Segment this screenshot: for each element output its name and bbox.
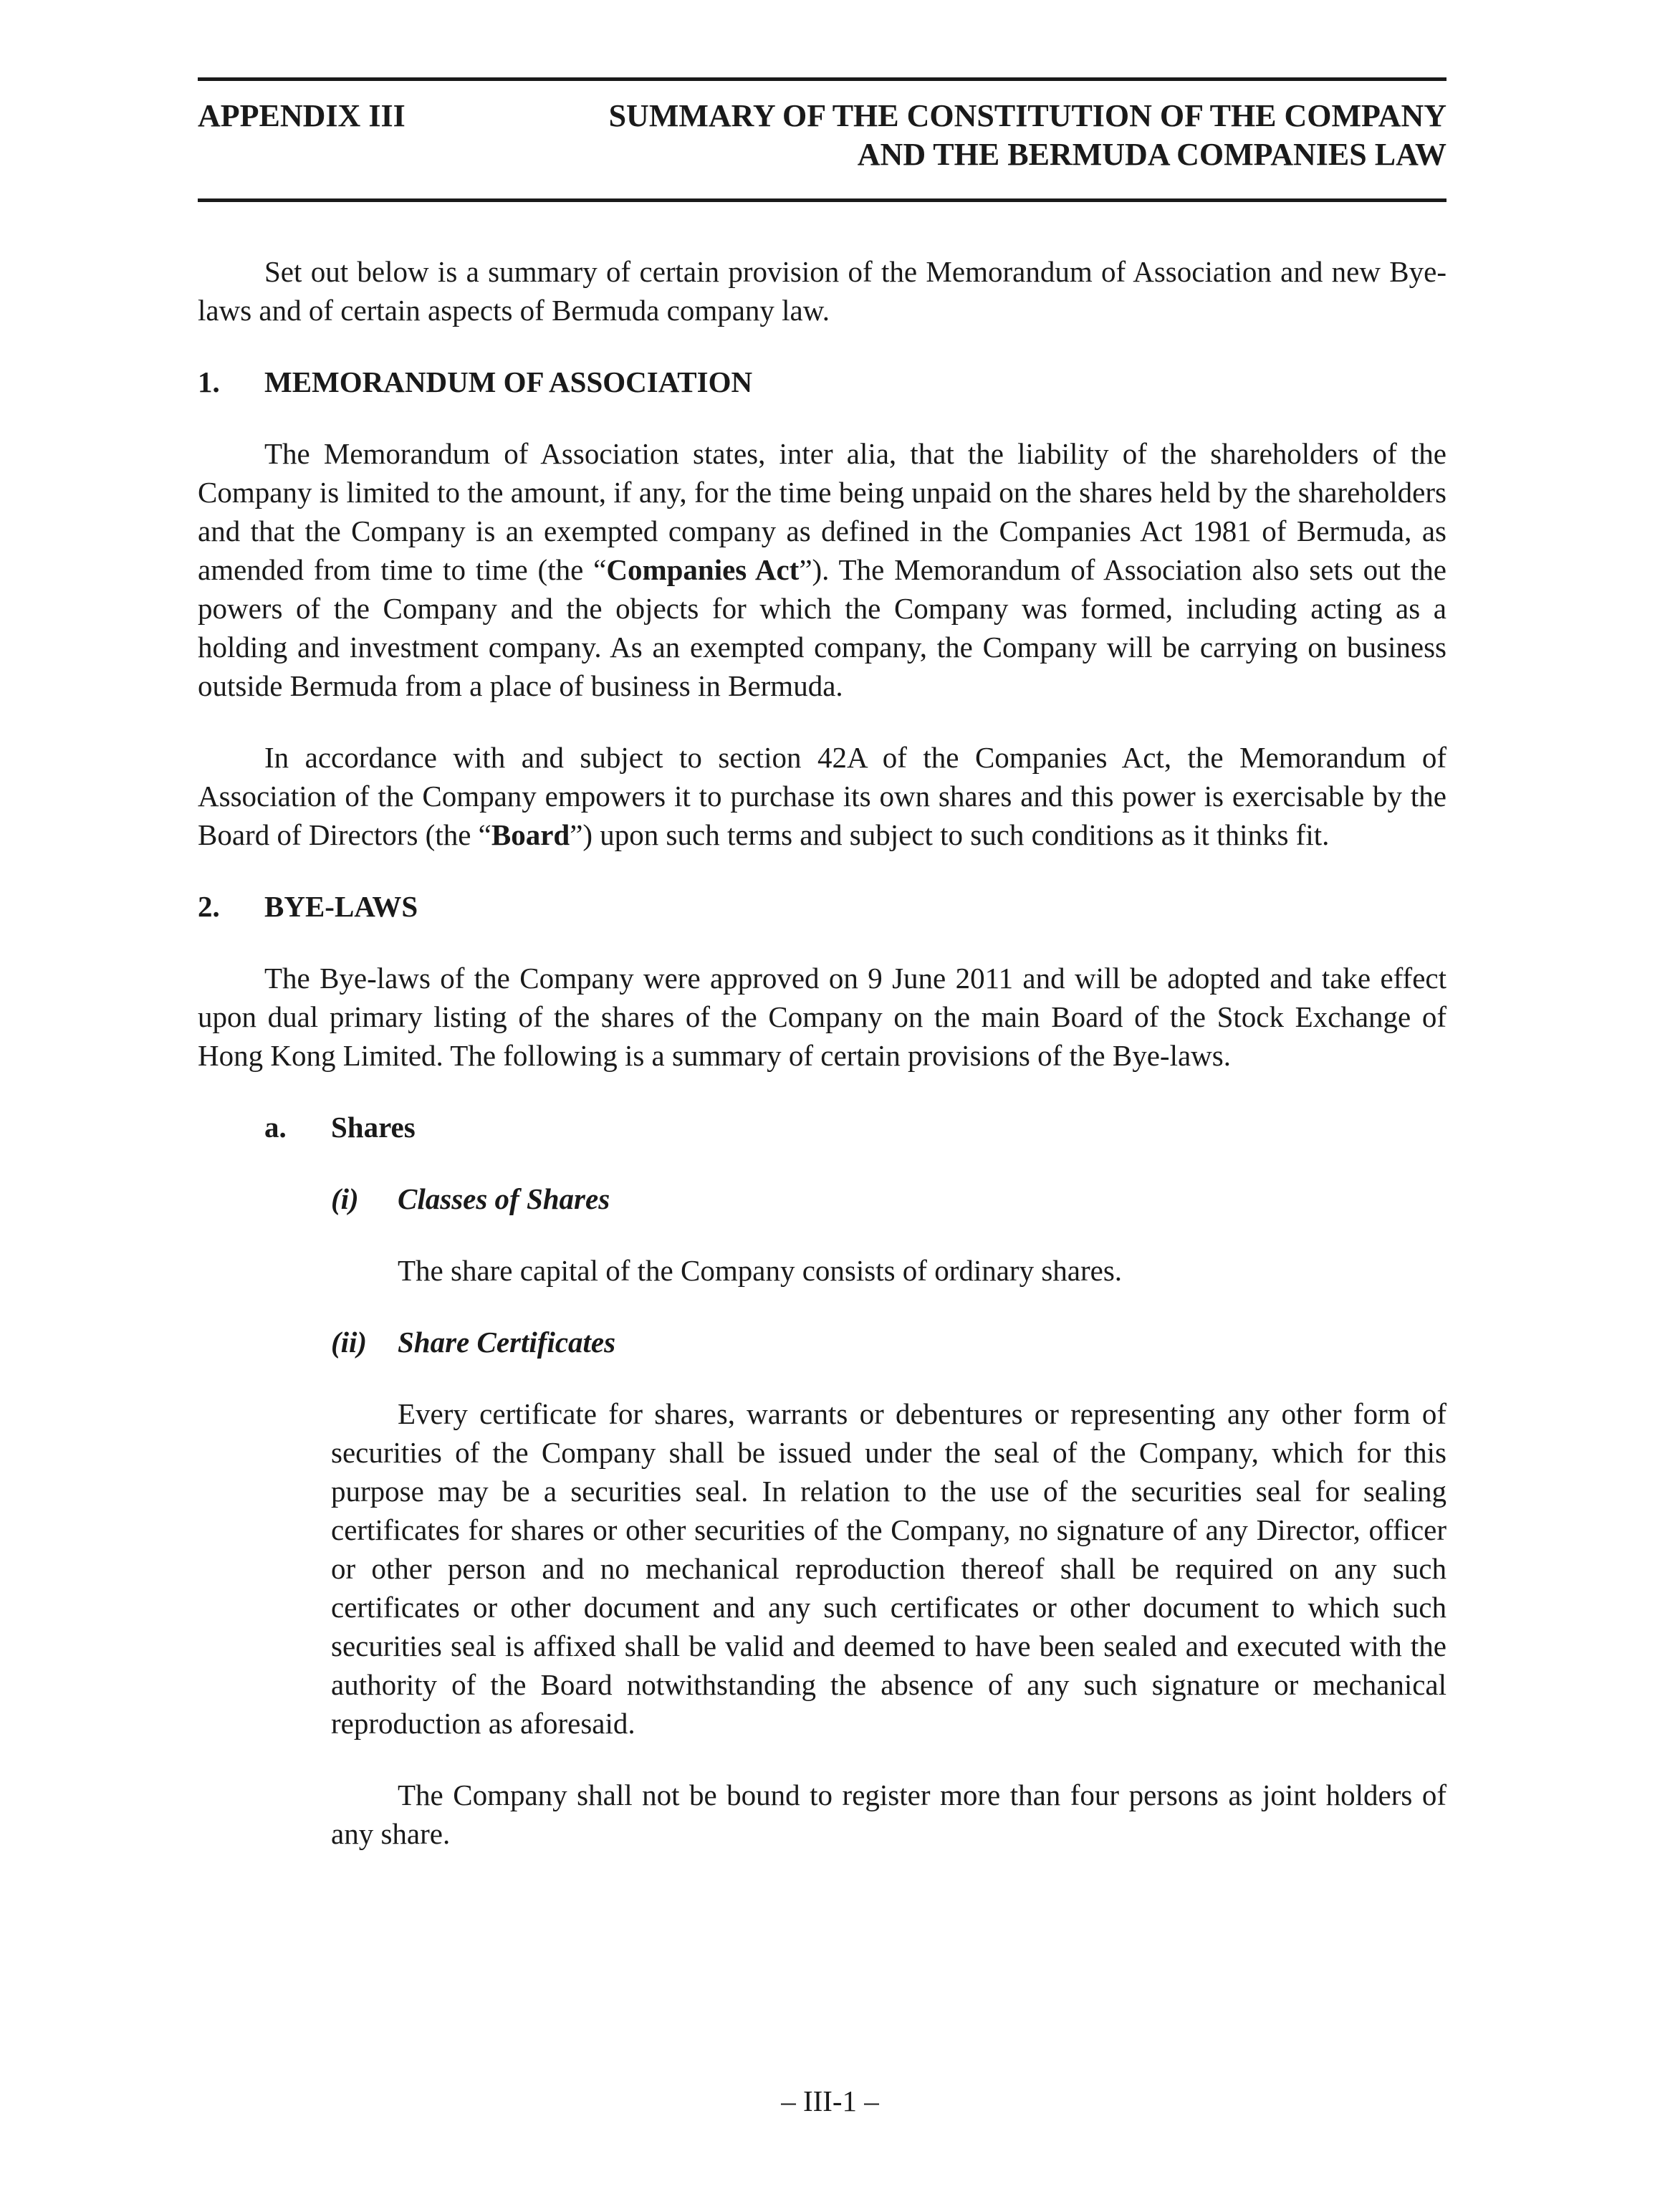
section-1-title: MEMORANDUM OF ASSOCIATION — [264, 365, 753, 398]
subsection-a-title: Shares — [331, 1111, 416, 1144]
section-2-paragraph-1: The Bye-laws of the Company were approved on 9 June 2011 and will be adopted and take effect upon dual primary listing of the shares of the Company on the main Board of the Stock Exchange of Hong Kong Limited. The following is a summary of certain provisions of the Bye-laws. — [198, 962, 1446, 1072]
appendix-title-line-2: AND THE BERMUDA COMPANIES LAW — [857, 137, 1446, 172]
section-1-paragraph-2 — [198, 738, 1446, 854]
section-1-paragraph-1 — [198, 434, 1446, 705]
item-ii-number: (ii) — [331, 1326, 368, 1359]
item-i-number: (i) — [331, 1182, 359, 1215]
section-1-number: 1. — [198, 365, 220, 398]
section-1-p2-text-a: In accordance with and subject to section 42A of the Companies Act, the Memorandum of Association of the Company empowers it to purchase its own shares and this power is exercisable by the Board of Directors (the “ — [198, 741, 1446, 851]
section-2-number: 2. — [198, 890, 220, 923]
page-header — [198, 97, 1446, 186]
item-ii-body — [331, 1394, 1446, 1853]
item-i-title: Classes of Shares — [398, 1182, 610, 1215]
intro-paragraph: Set out below is a summary of certain provision of the Memorandum of Association and new Bye-laws and of certain aspects of Bermuda company law. — [198, 255, 1446, 327]
item-i-heading — [331, 1179, 1446, 1218]
appendix-title-line-1: SUMMARY OF THE CONSTITUTION OF THE COMPANY — [608, 98, 1446, 133]
header-bottom-rule — [198, 198, 1446, 202]
subsection-a-number: a. — [264, 1111, 287, 1144]
page-number: – III-1 – — [781, 2084, 879, 2117]
item-ii-title: Share Certificates — [398, 1326, 616, 1359]
subsection-a-heading — [264, 1108, 1446, 1146]
item-ii-heading — [331, 1323, 1446, 1361]
section-1-p1-text-a: The Memorandum of Association states, inter alia, that the liability of the shareholders of the Company is limited to the amount, if any, for the time being unpaid on the shares held by the shareholders and that the Company is an exempted company as defined in the Companies Act 1981 of Bermuda, as amended from time to time (the “ — [198, 437, 1446, 586]
item-i-paragraph-1: The share capital of the Company consists of ordinary shares. — [398, 1254, 1123, 1287]
document-body — [198, 252, 1446, 1853]
section-1-p2-text-b: ”) upon such terms and subject to such conditions as it thinks fit. — [570, 818, 1330, 851]
item-ii-paragraph-2: The Company shall not be bound to register more than four persons as joint holders of any share. — [331, 1778, 1446, 1850]
item-i-body — [331, 1251, 1446, 1290]
section-1-heading — [198, 363, 1446, 401]
document-page — [198, 77, 1446, 1886]
header-top-rule — [198, 77, 1446, 81]
section-2-title: BYE-LAWS — [264, 890, 418, 923]
board-term: Board — [491, 818, 570, 851]
section-1-p1-text-b: ”). The Memorandum of Association also sets out the powers of the Company and the objects for which the Company was formed, including acting as a holding and investment company. As an exempted company, the Company will be carrying on business outside Bermuda from a place of business in Bermuda. — [198, 553, 1446, 702]
section-2-heading — [198, 887, 1446, 926]
appendix-title — [609, 97, 1446, 174]
appendix-label: APPENDIX III — [198, 98, 406, 133]
item-ii-paragraph-1: Every certificate for shares, warrants or debentures or representing any other form of securities of the Company shall be issued under the seal of the Company, which for this purpose may be a securities seal. In relation to the use of the securities seal for sealing certificates for shares or other securities of the Company, no signature of any Director, officer or other person and no mechanical reproduction thereof shall be required on any such certificates or other document and any such certificates or other document to which such securities seal is affixed shall be valid and deemed to have been sealed and executed with the authority of the Board notwithstanding the absence of any such signature or mechanical reproduction as aforesaid. — [331, 1397, 1446, 1740]
companies-act-term: Companies Act — [606, 553, 800, 586]
